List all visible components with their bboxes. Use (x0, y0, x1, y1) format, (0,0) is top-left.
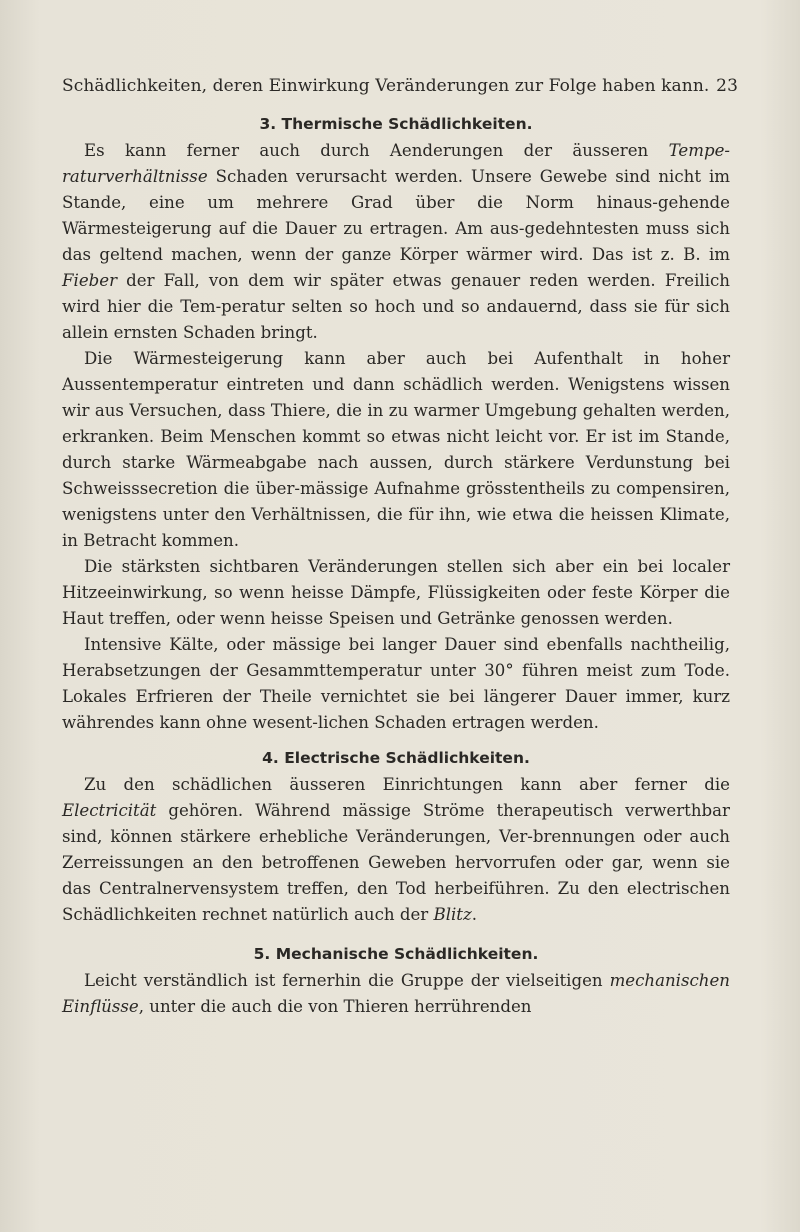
running-title: Schädlichkeiten, deren Einwirkung Veränderungen zur Folge haben kann. (62, 76, 710, 96)
emphasis-text: Blitz (433, 905, 472, 924)
section-heading-electrical: 4. Electrische Schädlichkeiten. (262, 749, 530, 767)
page-body (62, 110, 730, 1020)
text-run: gehören. Während mässige Ströme therapeutisch verwerthbar sind, können stärkere erhebliche Veränderungen, Ver-brennungen oder auch Zerreissungen an den betroffenen Geweben hervorrufen oder gar, wenn sie das Centralnervensystem treffen, den Tod herbeiführen. Zu den electrischen Schädlichkeiten rechnet natürlich auch der (62, 801, 730, 924)
paragraph (62, 554, 730, 632)
section-heading-mechanical: 5. Mechanische Schädlichkeiten. (253, 945, 539, 963)
emphasis-text: Electricität (62, 801, 157, 820)
text-run: , unter die auch die von Thieren herrührenden (138, 997, 532, 1016)
paragraph (62, 138, 730, 346)
text-run: Es kann ferner auch durch Aenderungen der äusseren (84, 141, 669, 160)
paragraph (62, 632, 730, 736)
text-run: Die Wärmesteigerung kann aber auch bei Aufenthalt in hoher Aussentemperatur eintreten und dann schädlich werden. Wenigstens wissen wir aus Versuchen, dass Thiere, die in zu warmer Umgebung gehalten werden, erkranken. Beim Menschen kommt so etwas nicht leicht vor. Er ist im Stande, durch starke Wärmeabgabe nach aussen, durch stärkere Verdunstung bei Schweisssecretion die über-mässige Aufnahme grösstentheils zu compensiren, wenigstens unter den Verhältnissen, die für ihn, wie etwa die heissen Klimate, in Betracht kommen. (62, 349, 730, 550)
text-run: Schaden verursacht werden. Unsere Gewebe sind nicht im Stande, eine um mehrere Grad über die Norm hinaus-gehende Wärmesteigerung auf die Dauer zu ertragen. Am aus-gedehntesten muss sich das geltend machen, wenn der ganze Körper wärmer wird. Das ist z. B. im (62, 167, 730, 264)
paragraph (62, 968, 730, 1020)
text-run: Die stärksten sichtbaren Veränderungen stellen sich aber ein bei localer Hitzeeinwirkung, so wenn heisse Dämpfe, Flüssigkeiten oder feste Körper die Haut treffen, oder wenn heisse Speisen und Getränke genossen werden. (62, 557, 730, 628)
page-number: 23 (716, 76, 738, 96)
emphasis-text: Tempe-raturverhältnisse (62, 141, 730, 186)
text-run: . (471, 905, 478, 924)
paragraph (62, 346, 730, 554)
emphasis-text: mechanischen Einflüsse (62, 971, 730, 1016)
running-header (62, 76, 738, 96)
text-run: Intensive Kälte, oder mässige bei langer Dauer sind ebenfalls nachtheilig, Herabsetzungen der Gesammttemperatur unter 30° führen meist zum Tode. Lokales Erfrieren der Theile vernichtet sie bei längerer Dauer immer, kurz währendes kann ohne wesent-lichen Schaden ertragen werden. (62, 635, 730, 732)
text-run: der Fall, von dem wir später etwas genauer reden werden. Freilich wird hier die Tem-peratur selten so hoch und so andauernd, dass sie für sich allein ernsten Schaden bringt. (62, 271, 730, 342)
section-heading-thermal: 3. Thermische Schädlichkeiten. (259, 115, 533, 133)
text-run: Zu den schädlichen äusseren Einrichtungen kann aber ferner die (84, 775, 730, 794)
text-run: Leicht verständlich ist fernerhin die Gruppe der vielseitigen (84, 971, 610, 990)
emphasis-text: Fieber (62, 271, 118, 290)
paragraph (62, 772, 730, 928)
